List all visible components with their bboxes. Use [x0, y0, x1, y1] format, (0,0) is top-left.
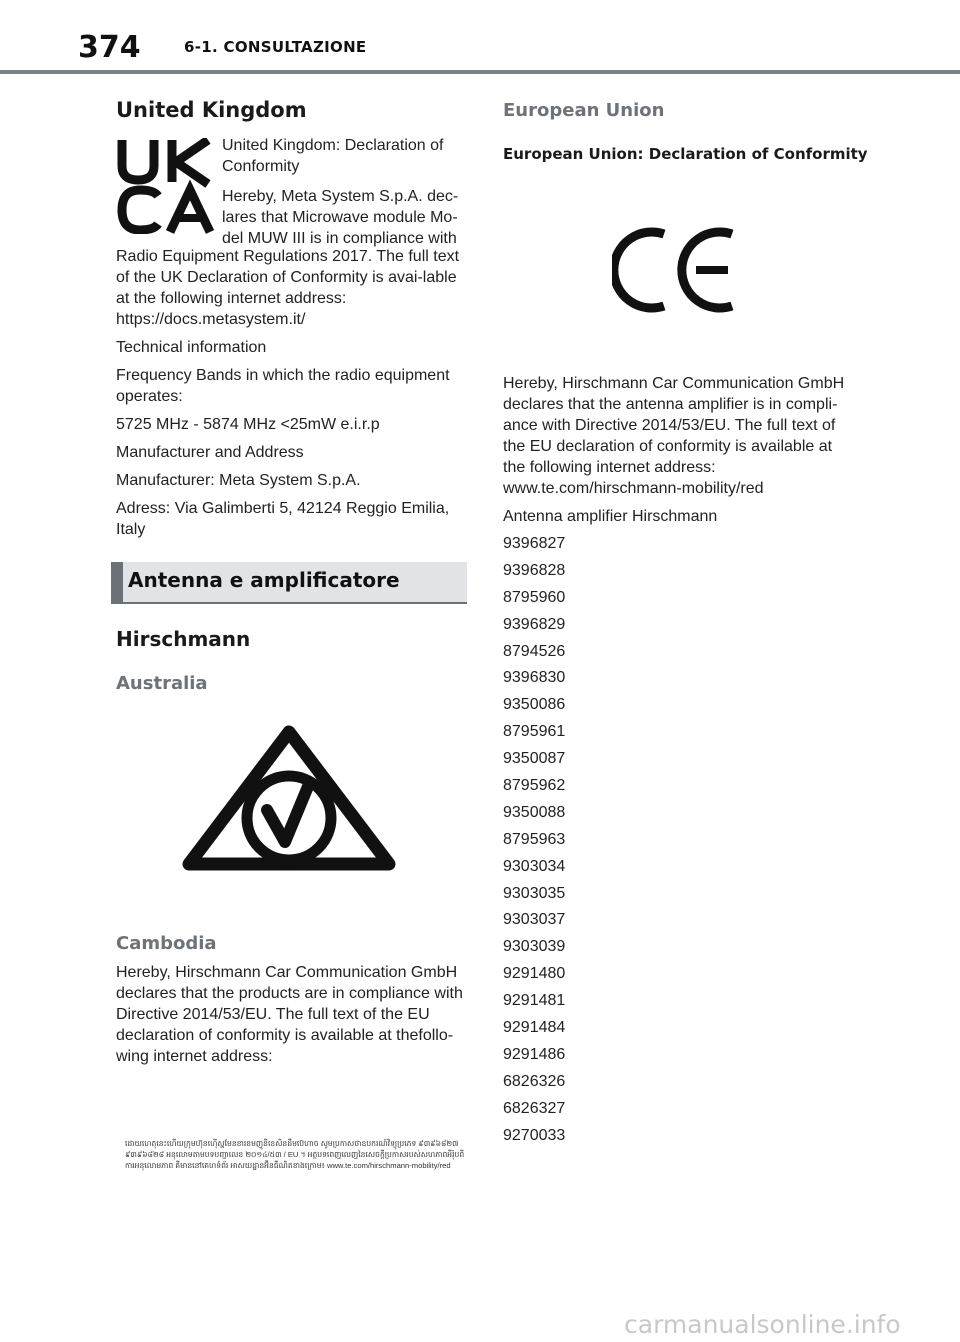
part-number: 8794526 — [503, 642, 566, 660]
manufacturer-text: Manufacturer: Meta System S.p.A. — [116, 472, 361, 489]
part-number: 8795963 — [503, 830, 566, 848]
ce-mark-icon — [612, 226, 736, 314]
eu-declaration-text: Hereby, Hirschmann Car Communication GmbH declares that the antenna amplifier is in compli-ance with Directive 2014/53/EU. The full text of the EU declaration of conformity is available at the following internet address: www.te.com/hirschmann-mobility/red — [503, 375, 845, 497]
uk-heading: United Kingdom — [116, 98, 307, 122]
khmer-declaration-image: ដោយហេតុនេះហើយក្រុមហ៊ុនហ៊ើស្ហមែនខារខមញូនីខេសិនដឹមប៊េហាច សូមប្រកាសថាឧបករណ៍វិទ្យុប្រភេទ ៩៣៩៦៨២៧ ៩៣៩៦៨២៨ អនុលោមតាមបទបញ្ជាលេខ ២០១៤/៥៣ / EU ។ អត្ថបទពេញលេញនៃសេចក្តីប្រកាសរបស់សហភាពអឺរ៉ុបពីការអនុលោមភាព គឺមាននៅគេហទំព័រ អាសយដ្ឋានអ៊ីនធឺណិតខាងក្រោម៖ www.te.com/hirschmann-mobility/red — [125, 1139, 465, 1170]
part-number: 9396829 — [503, 615, 566, 633]
eu-heading: European Union — [503, 100, 665, 121]
section-title: 6-1. CONSULTAZIONE — [184, 38, 367, 56]
part-number: 9303037 — [503, 911, 566, 929]
section-banner — [111, 562, 467, 604]
uk-declaration-title: United Kingdom: Declaration of Conformity — [222, 137, 444, 175]
cambodia-heading: Cambodia — [116, 933, 217, 954]
part-number: 6826326 — [503, 1072, 566, 1090]
eu-subheading: European Union: Declaration of Conformity — [503, 145, 868, 163]
part-number: 9291484 — [503, 1019, 566, 1037]
amplifier-label: Antenna amplifier Hirschmann — [503, 508, 718, 525]
part-number: 8795962 — [503, 777, 566, 795]
part-number: 9396830 — [503, 669, 566, 687]
header-divider — [0, 70, 960, 74]
part-number: 8795961 — [503, 723, 566, 741]
uk-body-text: Radio Equipment Regulations 2017. The full text of the UK Declaration of Conformity is avai-lable at the following internet address: https://docs.metasystem.it/ — [116, 248, 460, 328]
part-number: 9350087 — [503, 750, 566, 768]
banner-title: Antenna e amplificatore — [128, 568, 400, 592]
part-number: 9303035 — [503, 884, 566, 902]
hirschmann-heading: Hirschmann — [116, 627, 251, 651]
uk-intro-block — [222, 135, 467, 258]
uk-intro-text: Hereby, Meta System S.p.A. dec-lares that Microwave module Mo-del MUW III is in compliance with — [222, 188, 459, 247]
part-number: 9396828 — [503, 561, 566, 579]
part-number: 6826327 — [503, 1099, 566, 1117]
site-watermark: carmanualsonline.info — [624, 1310, 901, 1339]
uk-body-block — [116, 246, 466, 547]
part-number: 8795960 — [503, 588, 566, 606]
manufacturer-heading: Manufacturer and Address — [116, 444, 304, 461]
banner-accent — [111, 562, 123, 602]
part-number: 9270033 — [503, 1126, 566, 1144]
part-number: 9303039 — [503, 938, 566, 956]
tech-info-label: Technical information — [116, 339, 267, 356]
cambodia-text: Hereby, Hirschmann Car Communication GmbH declares that the products are in compliance with Directive 2014/53/EU. The full text of the EU declaration of conformity is available at thefollo-wing internet address: — [116, 964, 463, 1065]
part-number-list — [503, 533, 565, 1151]
page-number: 374 — [78, 30, 141, 65]
page-header — [0, 0, 960, 76]
ukca-mark-icon — [116, 138, 214, 234]
part-number: 9291486 — [503, 1045, 566, 1063]
part-number: 9350088 — [503, 803, 566, 821]
part-number: 9291481 — [503, 992, 566, 1010]
part-number: 9350086 — [503, 696, 566, 714]
rcm-compliance-mark-icon — [177, 718, 401, 876]
part-number: 9396827 — [503, 535, 566, 552]
freq-value: 5725 MHz - 5874 MHz <25mW e.i.r.p — [116, 416, 380, 433]
australia-heading: Australia — [116, 673, 208, 694]
address-text: Adress: Via Galimberti 5, 42124 Reggio Emilia, Italy — [116, 500, 450, 538]
part-number: 9291480 — [503, 965, 566, 983]
part-number: 9303034 — [503, 857, 566, 875]
freq-bands-text: Frequency Bands in which the radio equipment operates: — [116, 367, 450, 405]
